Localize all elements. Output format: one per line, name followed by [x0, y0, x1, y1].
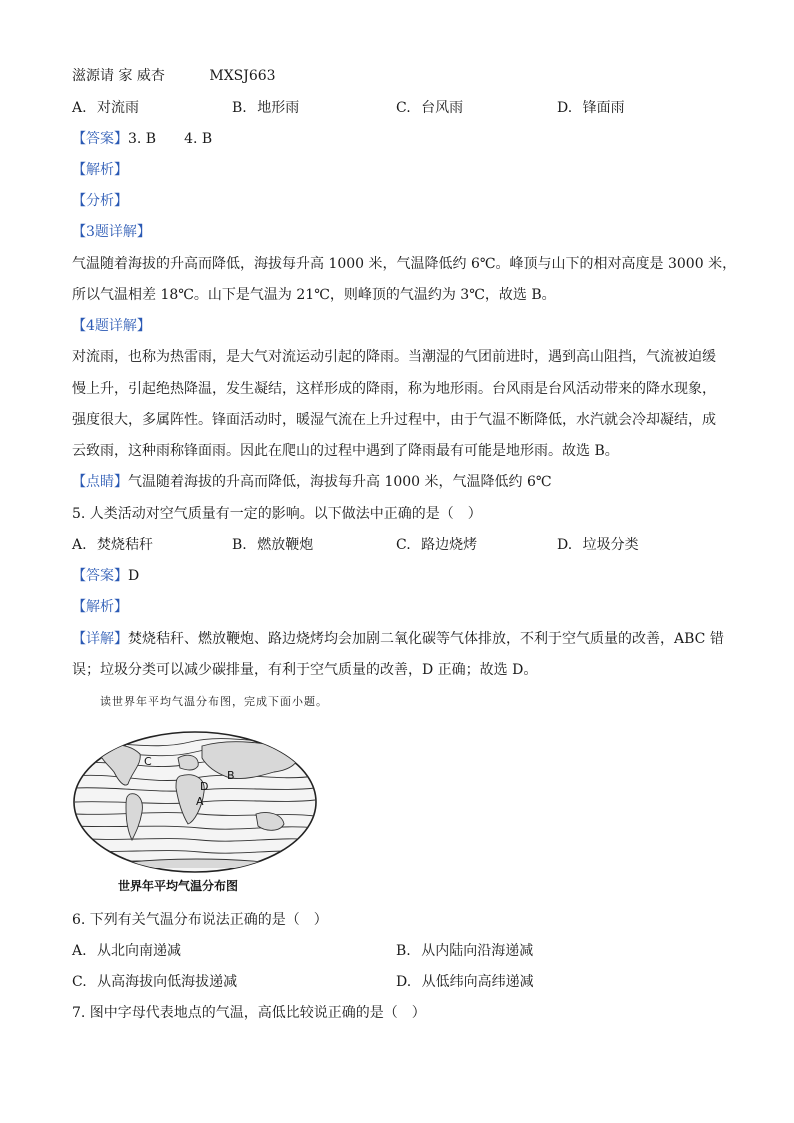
answer-text: D — [128, 568, 140, 584]
detail-tag: 【详解】 — [72, 631, 128, 647]
q4-detail-line-4: 云致雨，这种雨称锋面雨。因此在爬山的过程中遇到了降雨最有可能是地形雨。故选 B。 — [72, 443, 619, 459]
q4-detail-line-2: 慢上升，引起绝热降温，发生凝结，这样形成的降雨，称为地形雨。台风雨是台风活动带来的降水现象， — [72, 381, 716, 397]
option-text: 从低纬向高纬递减 — [421, 974, 534, 990]
option-text: 地形雨 — [257, 100, 300, 116]
q5-option-a[interactable] — [72, 535, 153, 555]
answer-tag: 【答案】 — [72, 568, 128, 584]
option-text: 焚烧秸秆 — [97, 537, 154, 553]
option-text: 从北向南递减 — [97, 943, 182, 959]
q5-option-b[interactable] — [232, 535, 313, 555]
option-letter: B. — [232, 100, 247, 116]
option-letter: A. — [72, 537, 87, 553]
q4-detail-tag: 【4题详解】 — [72, 318, 151, 334]
q7-stem: 7. 图中字母代表地点的气温，高低比较说正确的是（ ） — [72, 1005, 426, 1021]
option-text: 路边烧烤 — [421, 537, 478, 553]
option-letter: C. — [72, 974, 87, 990]
dianjing-tag: 【点睛】 — [72, 474, 128, 490]
q6-stem: 6. 下列有关气温分布说法正确的是（ ） — [72, 912, 328, 928]
q5-analysis-tag: 【解析】 — [72, 599, 128, 615]
q5-answer — [72, 566, 139, 586]
answer-tag: 【答案】 — [72, 131, 128, 147]
q4-option-c[interactable] — [396, 98, 463, 118]
option-letter: D. — [396, 974, 412, 990]
map-intro: 读世界年平均气温分布图，完成下面小题。 — [100, 695, 328, 708]
dianjing — [72, 472, 552, 492]
map-label-d: D — [200, 780, 209, 793]
option-text: 燃放鞭炮 — [257, 537, 314, 553]
q6-option-c[interactable] — [72, 972, 237, 992]
q3-detail-line-1: 气温随着海拔的升高而降低，海拔每升高 1000 米，气温降低约 6℃。峰顶与山下的相对高度是 3000 米， — [72, 256, 737, 272]
q4-detail-line-3: 强度很大，多属阵性。锋面活动时，暖湿气流在上升过程中，由于气温不断降低，水汽就会冷却凝结，成 — [72, 412, 716, 428]
q5-detail-line-2: 误；垃圾分类可以减少碳排量，有利于空气质量的改善，D 正确；故选 D。 — [72, 662, 538, 678]
q4-option-d[interactable] — [557, 98, 625, 118]
option-text: 从高海拔向低海拔递减 — [97, 974, 238, 990]
option-letter: D. — [557, 100, 573, 116]
q6-option-a[interactable] — [72, 941, 181, 961]
source-line — [72, 66, 276, 86]
option-letter: D. — [557, 537, 573, 553]
map-caption: 世界年平均气温分布图 — [118, 879, 239, 893]
option-letter: A. — [72, 100, 87, 116]
q5-detail-line-1 — [72, 629, 724, 649]
q5-option-d[interactable] — [557, 535, 639, 555]
map-label-a: A — [196, 795, 204, 808]
option-letter: B. — [396, 943, 411, 959]
q4-option-b[interactable] — [232, 98, 299, 118]
q4-detail-line-1: 对流雨，也称为热雷雨，是大气对流运动引起的降雨。当潮湿的气团前进时，遇到高山阻挡，气流被迫缓 — [72, 349, 716, 365]
q3-detail-tag: 【3题详解】 — [72, 224, 151, 240]
detail-text: 焚烧秸秆、燃放鞭炮、路边烧烤均会加剧二氧化碳等气体排放，不利于空气质量的改善，ABC 错 — [128, 631, 724, 647]
q3-detail-line-2: 所以气温相差 18℃。山下是气温为 21℃，则峰顶的气温约为 3℃，故选 B。 — [72, 287, 556, 303]
q6-option-d[interactable] — [396, 972, 534, 992]
fenxi-tag: 【分析】 — [72, 193, 128, 209]
dianjing-text: 气温随着海拔的升高而降低，海拔每升高 1000 米，气温降低约 6℃ — [128, 474, 552, 490]
option-letter: B. — [232, 537, 247, 553]
source-code: MXSJ663 — [209, 68, 276, 84]
option-text: 对流雨 — [97, 100, 140, 116]
q4-option-a[interactable] — [72, 98, 139, 118]
option-text: 锋面雨 — [582, 100, 625, 116]
option-text: 台风雨 — [421, 100, 464, 116]
option-letter: C. — [396, 100, 411, 116]
map-label-b: B — [227, 769, 235, 782]
q6-option-b[interactable] — [396, 941, 533, 961]
q5-stem: 5. 人类活动对空气质量有一定的影响。以下做法中正确的是（ ） — [72, 506, 482, 522]
analysis-tag: 【解析】 — [72, 162, 128, 178]
answer-text: 3. B 4. B — [128, 131, 213, 147]
source-text: 滋源请 家 威杏 — [72, 68, 165, 84]
option-text: 垃圾分类 — [582, 537, 639, 553]
map-label-c: C — [144, 755, 152, 768]
option-letter: A. — [72, 943, 87, 959]
option-text: 从内陆向沿海递减 — [421, 943, 534, 959]
world-temperature-map — [70, 728, 320, 896]
option-letter: C. — [396, 537, 411, 553]
q5-option-c[interactable] — [396, 535, 477, 555]
map-graphic — [70, 728, 320, 878]
answer-34 — [72, 129, 212, 149]
